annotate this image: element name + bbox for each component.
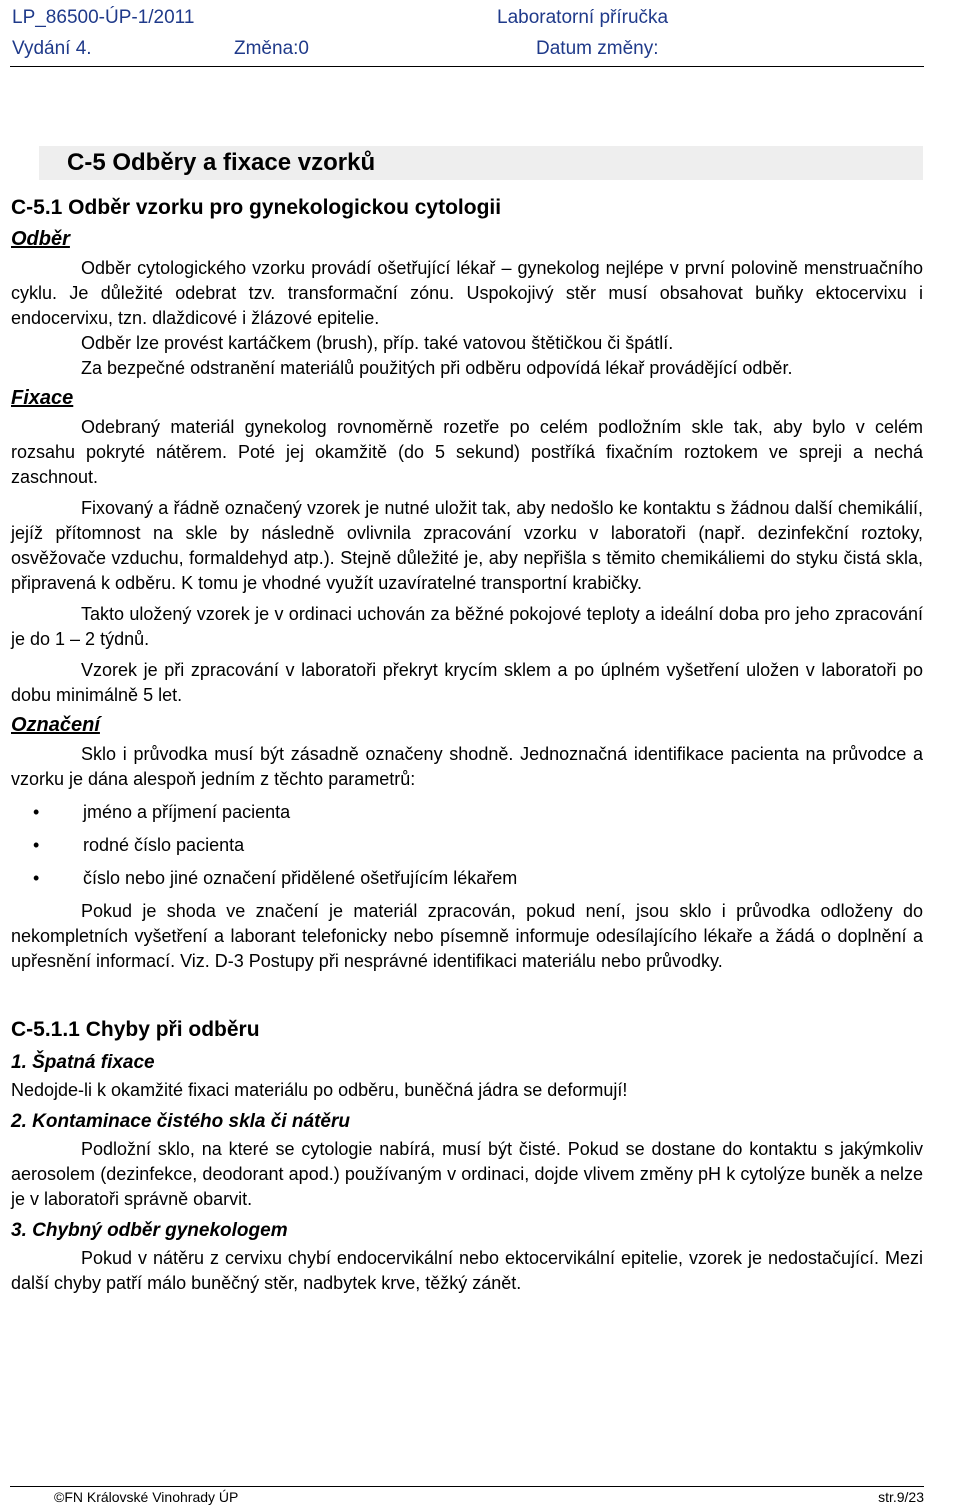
list-item: • číslo nebo jiné označení přidělené ošetřujícím lékařem <box>11 866 923 891</box>
chyby-title: C-5.1.1 Chyby při odběru <box>11 1018 260 1041</box>
fixace-paragraph-4: Vzorek je při zpracování v laboratoři překryt krycím sklem a po úplném vyšetření uložen v laboratoři po dobu minimálně 5 let. <box>11 660 923 705</box>
list-item: • rodné číslo pacienta <box>11 833 923 858</box>
document-body <box>11 146 923 1296</box>
error-1-text: Nedojde-li k okamžité fixaci materiálu po odběru, buněčná jádra se deformují! <box>11 1080 628 1100</box>
oznaceni-paragraph-2: Pokud je shoda ve značení je materiál zpracován, pokud není, jsou sklo i průvodka odloženy do nekompletních vyšetření a laborant telefonicky nebo písemně informuje odesílajícího lékaře a žádá o doplnění a upřesnění informací. Viz. D-3 Postupy při nesprávné identifikaci materiálu nebo průvodky. <box>11 901 923 971</box>
footer-divider <box>10 1486 924 1487</box>
fixace-paragraph-3: Takto uložený vzorek je v ordinaci uchován za běžné pokojové teploty a ideální doba pro jeho zpracování je do 1 – 2 týdnů. <box>11 604 923 649</box>
error-3-heading: 3. Chybný odběr gynekologem <box>11 1220 288 1241</box>
fixace-paragraph-2: Fixovaný a řádně označený vzorek je nutné uložit tak, aby nedošlo ke kontaktu s žádnou další chemikálií, jejíž přítomnost na skle by následně ovlivnila zpracování vzorku v laboratoři (např. dezinfekční roztoky, osvěžovače vzduchu, formaldehyd atp.). Stejně důležité je, aby nepřišla s těmito chemikáliemi do styku čistá skla, připravená k odběru. K tomu je vhodné využít uzavíratelné transportní krabičky. <box>11 498 923 593</box>
fixace-heading: Fixace <box>11 387 74 409</box>
section-title: C-5.1 Odběr vzorku pro gynekologickou cytologii <box>11 196 502 219</box>
list-item: • jméno a příjmení pacienta <box>11 800 923 825</box>
odber-paragraph-2: Odběr lze provést kartáčkem (brush), příp. také vatovou štětičkou či špátlí. <box>81 333 674 353</box>
error-1-heading: 1. Špatná fixace <box>11 1052 155 1073</box>
error-2-heading: 2. Kontaminace čistého skla či nátěru <box>11 1111 350 1132</box>
error-3-text: Pokud v nátěru z cervixu chybí endocervikální nebo ektocervikální epitelie, vzorek je nedostačující. Mezi další chyby patří málo buněčný stěr, nadbytek krve, těžký zánět. <box>11 1248 923 1293</box>
doc-title: Laboratorní příručka <box>497 7 669 28</box>
footer-org: ©FN Královské Vinohrady ÚP <box>54 1489 239 1505</box>
oznaceni-paragraph-1: Sklo i průvodka musí být zásadně označeny shodně. Jednoznačná identifikace pacienta na průvodce a vzorku je dána alespoň jedním z těchto parametrů: <box>11 744 923 789</box>
page-number: str.9/23 <box>878 1489 924 1505</box>
change-date: Datum změny: <box>536 38 659 59</box>
identifier-list <box>11 800 923 891</box>
header-divider <box>10 66 924 67</box>
odber-heading: Odběr <box>11 228 70 250</box>
doc-id: LP_86500-ÚP-1/2011 <box>12 7 195 28</box>
fixace-paragraph-1: Odebraný materiál gynekolog rovnoměrně rozetře po celém podložním skle tak, aby bylo v celém rozsahu pokryté nátěrem. Poté jej okamžitě (do 5 sekund) postříká fixačním roztokem ve spreji a nechá zaschnout. <box>11 417 923 487</box>
edition: Vydání 4. <box>12 38 92 59</box>
odber-paragraph-1: Odběr cytologického vzorku provádí ošetřující lékař – gynekolog nejlépe v první polovině menstruačního cyklu. Je důležité odebrat tzv. transformační zónu. Uspokojivý stěr musí obsahovat buňky ektocervixu i endocervixu, tzn. dlaždicové i žlázové epitelie. <box>11 258 923 328</box>
change-number: Změna:0 <box>234 38 309 59</box>
chapter-title: C-5 Odběry a fixace vzorků <box>39 146 923 180</box>
error-2-text: Podložní sklo, na které se cytologie nabírá, musí být čisté. Pokud se dostane do kontaktu s jakýmkoliv aerosolem (dezinfekce, deodorant apod.) používaným v ordinaci, dojde vlivem změny pH k cytolýze buněk a nelze je v laboratoři správně obarvit. <box>11 1139 923 1209</box>
oznaceni-heading: Označení <box>11 714 100 736</box>
odber-paragraph-3: Za bezpečné odstranění materiálů použitých při odběru odpovídá lékař provádějící odběr. <box>81 358 793 378</box>
